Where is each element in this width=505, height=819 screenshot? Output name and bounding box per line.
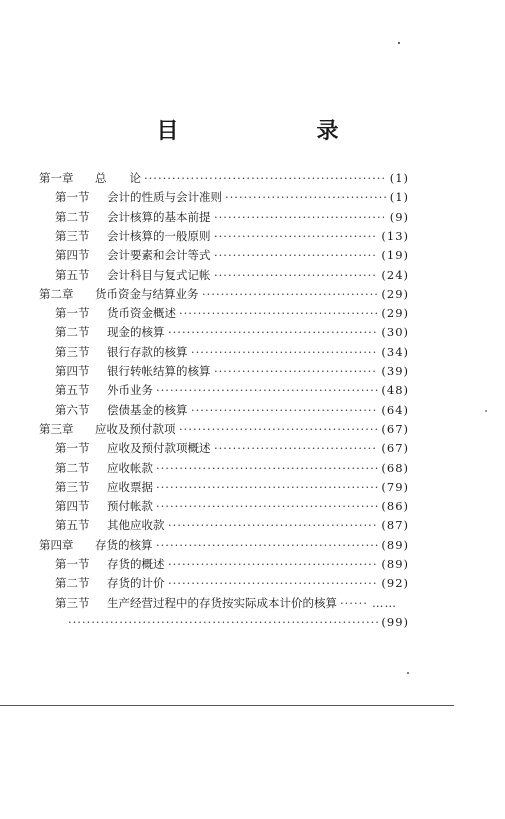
toc-section-row <box>0 361 505 381</box>
toc-section-row <box>0 187 505 207</box>
chapter-title: 货币资金与结算业务 <box>95 286 199 301</box>
chapter-title: 存货的核算 <box>95 537 153 552</box>
dot-leader <box>168 515 378 535</box>
dot-leader <box>179 419 378 439</box>
chapter-number: 第三章 <box>39 421 74 436</box>
toc-section-row <box>0 496 505 516</box>
dot-leader <box>214 226 378 246</box>
section-title: 会计核算的一般原则 <box>107 228 211 243</box>
page-number: (19) <box>381 248 409 263</box>
section-number: 第三节 <box>55 479 90 494</box>
page-number: (39) <box>381 364 409 378</box>
dot-leader <box>168 554 378 574</box>
toc-chapter-row <box>0 419 505 439</box>
dot-leader <box>156 380 378 400</box>
section-title: 银行转帐结算的核算 <box>107 364 211 378</box>
dot-leader <box>225 187 387 207</box>
section-title: 其他应收款 <box>107 518 165 533</box>
section-number: 第六节 <box>55 402 90 417</box>
page-number: (87) <box>381 518 409 533</box>
section-title: 应收帐款 <box>107 460 153 475</box>
section-number: 第一节 <box>55 557 90 571</box>
dot-leader <box>214 207 387 227</box>
section-number: 第一节 <box>55 190 90 205</box>
chapter-number: 第二章 <box>39 286 74 301</box>
dot-leader <box>202 284 378 304</box>
dot-leader <box>168 573 378 593</box>
chapter-title: 总 论 <box>95 171 141 185</box>
dot-leader <box>156 496 378 516</box>
chapter-title: 应收及预付款项 <box>95 421 176 436</box>
dot-leader <box>191 342 378 362</box>
section-number: 第一节 <box>55 306 90 321</box>
toc-section-row <box>0 303 505 323</box>
section-title: 会计科目与复式记帐 <box>107 267 211 282</box>
section-title: 会计要素和会计等式 <box>107 248 211 263</box>
section-title: 会计核算的基本前提 <box>107 209 211 224</box>
chapter-number: 第一章 <box>39 171 74 185</box>
page-number: (99) <box>381 614 409 629</box>
section-title: 存货的概述 <box>107 557 165 571</box>
page-number: (67) <box>381 421 409 436</box>
section-title: 生产经营过程中的存货按实际成本计价的核算 <box>107 595 337 610</box>
page-number: (1) <box>389 171 409 185</box>
toc-section-row <box>0 400 505 420</box>
page-number: (89) <box>381 537 409 552</box>
page-number: (13) <box>381 228 409 243</box>
section-title: 外币业务 <box>107 383 153 398</box>
page-number: …… <box>372 595 397 610</box>
dot-leader <box>214 361 378 381</box>
dot-leader <box>191 400 378 420</box>
section-number: 第三节 <box>55 344 90 359</box>
section-number: 第五节 <box>55 518 90 533</box>
dot-leader <box>214 265 378 285</box>
dot-leader <box>156 458 378 478</box>
section-title: 偿债基金的核算 <box>107 402 188 417</box>
page-number: (89) <box>381 557 409 571</box>
dot-leader <box>179 303 378 323</box>
section-number: 第五节 <box>55 267 90 282</box>
dot-leader <box>144 168 387 188</box>
toc-section-row <box>0 245 505 265</box>
section-number: 第二节 <box>55 325 90 340</box>
dot-leader <box>214 438 378 458</box>
page-number: (79) <box>381 479 409 494</box>
toc-section-row <box>0 458 505 478</box>
toc-section-row <box>0 380 505 400</box>
section-title: 存货的计价 <box>107 576 165 591</box>
toc-section-row <box>0 515 505 535</box>
page-number: (48) <box>381 383 409 398</box>
page-number: (68) <box>381 460 409 475</box>
toc-section-row <box>0 226 505 246</box>
toc-section-row <box>0 593 505 613</box>
toc-chapter-row <box>0 168 505 188</box>
page-number: (64) <box>381 402 409 417</box>
toc-section-row <box>0 322 505 342</box>
section-number: 第四节 <box>55 248 90 263</box>
section-number: 第一节 <box>55 441 90 456</box>
speck <box>407 672 409 674</box>
toc-continuation-row <box>0 612 505 632</box>
dot-leader <box>340 593 369 613</box>
page-number: (1) <box>389 190 409 205</box>
section-title: 应收及预付款项概述 <box>107 441 211 456</box>
toc-section-row <box>0 207 505 227</box>
speck <box>398 42 400 44</box>
page-number: (29) <box>381 306 409 321</box>
page-number: (34) <box>381 344 409 359</box>
dot-leader <box>68 612 378 632</box>
section-title: 银行存款的核算 <box>107 344 188 359</box>
section-number: 第三节 <box>55 228 90 243</box>
toc-chapter-row <box>0 284 505 304</box>
section-number: 第四节 <box>55 364 90 378</box>
toc-chapter-row <box>0 535 505 555</box>
section-title: 会计的性质与会计准则 <box>107 190 222 205</box>
section-title: 现金的核算 <box>107 325 165 340</box>
dot-leader <box>156 535 378 555</box>
page-number: (92) <box>381 576 409 591</box>
bottom-rule <box>0 705 454 706</box>
page-number: (24) <box>381 267 409 282</box>
toc-section-row <box>0 265 505 285</box>
toc-section-row <box>0 554 505 574</box>
page-number: (67) <box>381 441 409 456</box>
toc-section-row <box>0 573 505 593</box>
section-number: 第二节 <box>55 460 90 475</box>
dot-leader <box>156 477 378 497</box>
section-title: 应收票据 <box>107 479 153 494</box>
page-number: (86) <box>381 499 409 514</box>
page-number: (9) <box>389 209 409 224</box>
chapter-number: 第四章 <box>39 537 74 552</box>
dot-leader <box>214 245 378 265</box>
dot-leader <box>168 322 378 342</box>
section-number: 第四节 <box>55 499 90 514</box>
section-title: 货币资金概述 <box>107 306 176 321</box>
section-title: 预付帐款 <box>107 499 153 514</box>
section-number: 第二节 <box>55 576 90 591</box>
section-number: 第三节 <box>55 595 90 610</box>
toc-section-row <box>0 438 505 458</box>
page-number: (29) <box>381 286 409 301</box>
section-number: 第五节 <box>55 383 90 398</box>
toc-section-row <box>0 477 505 497</box>
section-number: 第二节 <box>55 209 90 224</box>
toc-section-row <box>0 342 505 362</box>
page-title: 目 录 <box>156 119 397 144</box>
page-number: (30) <box>381 325 409 340</box>
